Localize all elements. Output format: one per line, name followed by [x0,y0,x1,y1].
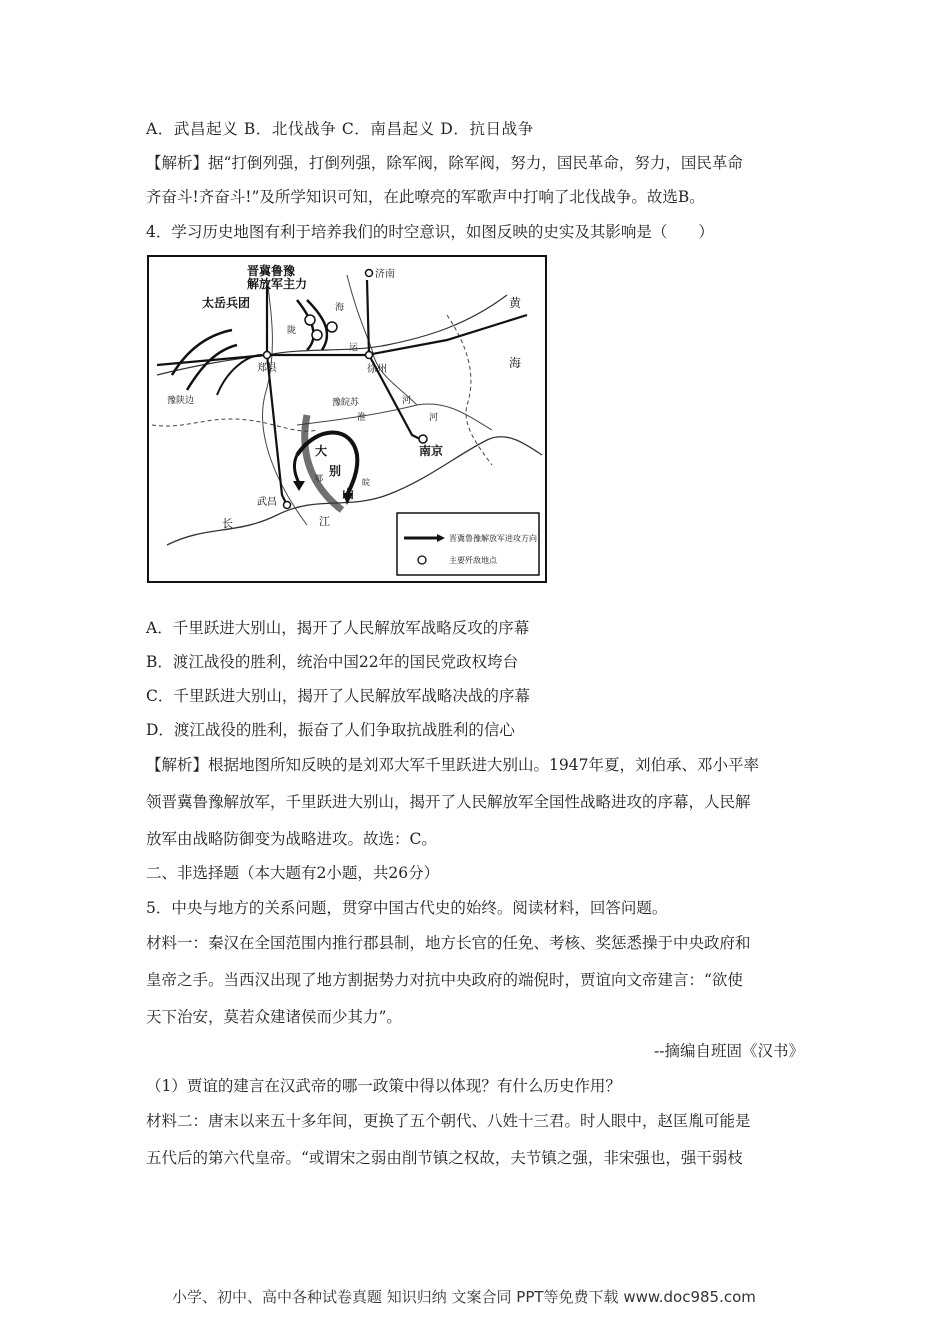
material1-source: --摘编自班固《汉书》 [654,1042,804,1060]
legend-battle-icon [418,556,426,564]
material1-line1: 材料一：秦汉在全国范围内推行郡县制，地方长官的任免、考核、奖惩悉操于中央政府和 [146,934,751,952]
material1-line3: 天下治安，莫若众建诸侯而少其力”。 [146,1008,402,1026]
map-label-hai: 海 [509,356,522,370]
map-label-yushanbian: 豫陕边 [167,396,195,406]
page-footer: 小学、初中、高中各种试卷真题 知识归纳 文案合同 PPT等免费下载 www.doc985.com [172,1288,756,1306]
map-label-he: 河 [402,396,412,406]
map-label-da: 大 [315,444,328,458]
map-label-hai2: 海 [335,303,345,313]
q3-options: A．武昌起义 B．北伐战争 C．南昌起义 D．抗日战争 [146,120,534,138]
q4-analysis-line1: 【解析】根据地图所知反映的是刘邓大军千里跃进大别山。1947年夏，刘伯承、邓小平率 [146,756,759,774]
q4-option-b: B．渡江战役的胜利，统治中国22年的国民党政权垮台 [146,653,519,671]
map-label-jiang: 江 [319,515,330,528]
map-label-bie: 别 [329,464,342,478]
q4-option-d: D．渡江战役的胜利，振奋了人们争取抗战胜利的信心 [146,721,515,739]
material2-line2: 五代后的第六代皇帝。“或谓宋之弱由削节镇之权故，夫节镇之强，非宋强也，强干弱枝 [146,1149,743,1167]
map-label-he2: 河 [429,413,439,423]
map-label-e: 鄂 [315,474,323,483]
map-label-huang: 黄 [509,296,522,310]
legend-battle-label: 主要歼敌地点 [449,556,497,565]
history-map [147,255,547,583]
map-label-force: 晋冀鲁豫解放军主力 [247,264,308,291]
map-label-yuwansu: 豫皖苏 [332,398,360,408]
q4-option-a: A．千里跃进大别山，揭开了人民解放军战略反攻的序幕 [146,619,530,637]
q5-subquestion-1: （1）贾谊的建言在汉武帝的哪一政策中得以体现？有什么历史作用？ [146,1077,621,1095]
q3-analysis-line1: 【解析】据“打倒列强，打倒列强，除军阀，除军阀，努力，国民革命，努力，国民革命 [146,154,743,172]
legend-arrow-label: 晋冀鲁豫解放军进攻方向 [449,534,537,543]
map-label-chang: 长 [222,517,233,530]
map-label-shan: 山 [342,487,355,501]
map-label-nanjing: 南京 [419,444,444,458]
q4-stem: 4．学习历史地图有利于培养我们的时空意识，如图反映的史实及其影响是（ ） [146,223,714,241]
map-label-long: 陇 [287,326,297,336]
material1-line2: 皇帝之手。当西汉出现了地方割据势力对抗中央政府的端倪时，贾谊向文帝建言：“欲使 [146,971,743,989]
q4-option-c: C．千里跃进大别山，揭开了人民解放军战略决战的序幕 [146,687,530,705]
map-label-huai: 淮 [357,413,367,423]
map-label-wuchang: 武昌 [257,497,277,508]
q4-analysis-line2: 领晋冀鲁豫解放军，千里跃进大别山，揭开了人民解放军全国性战略进攻的序幕，人民解 [146,793,751,811]
q4-analysis-line3: 放军由战略防御变为战略进攻。故选：C。 [146,830,437,848]
q3-analysis-line2: 齐奋斗!齐奋斗!”及所学知识可知，在此嘹亮的军歌声中打响了北伐战争。故选B。 [146,188,705,206]
map-label-wan: 皖 [362,478,370,487]
map-label-yun: 运 [349,343,359,353]
map-label-xuzhou: 徐州 [367,364,387,375]
material2-line1: 材料二：唐末以来五十多年间，更换了五个朝代、八姓十三君。时人眼中，赵匡胤可能是 [146,1112,751,1130]
section-heading: 二、非选择题（本大题有2小题，共26分） [146,864,440,882]
map-label-taiyue: 太岳兵团 [202,296,251,310]
map-label-jinan: 济南 [375,269,395,280]
q5-stem: 5．中央与地方的关系问题，贯穿中国古代史的始终。阅读材料，回答问题。 [146,899,668,917]
map-label-zhengxian: 郑县 [257,363,277,374]
